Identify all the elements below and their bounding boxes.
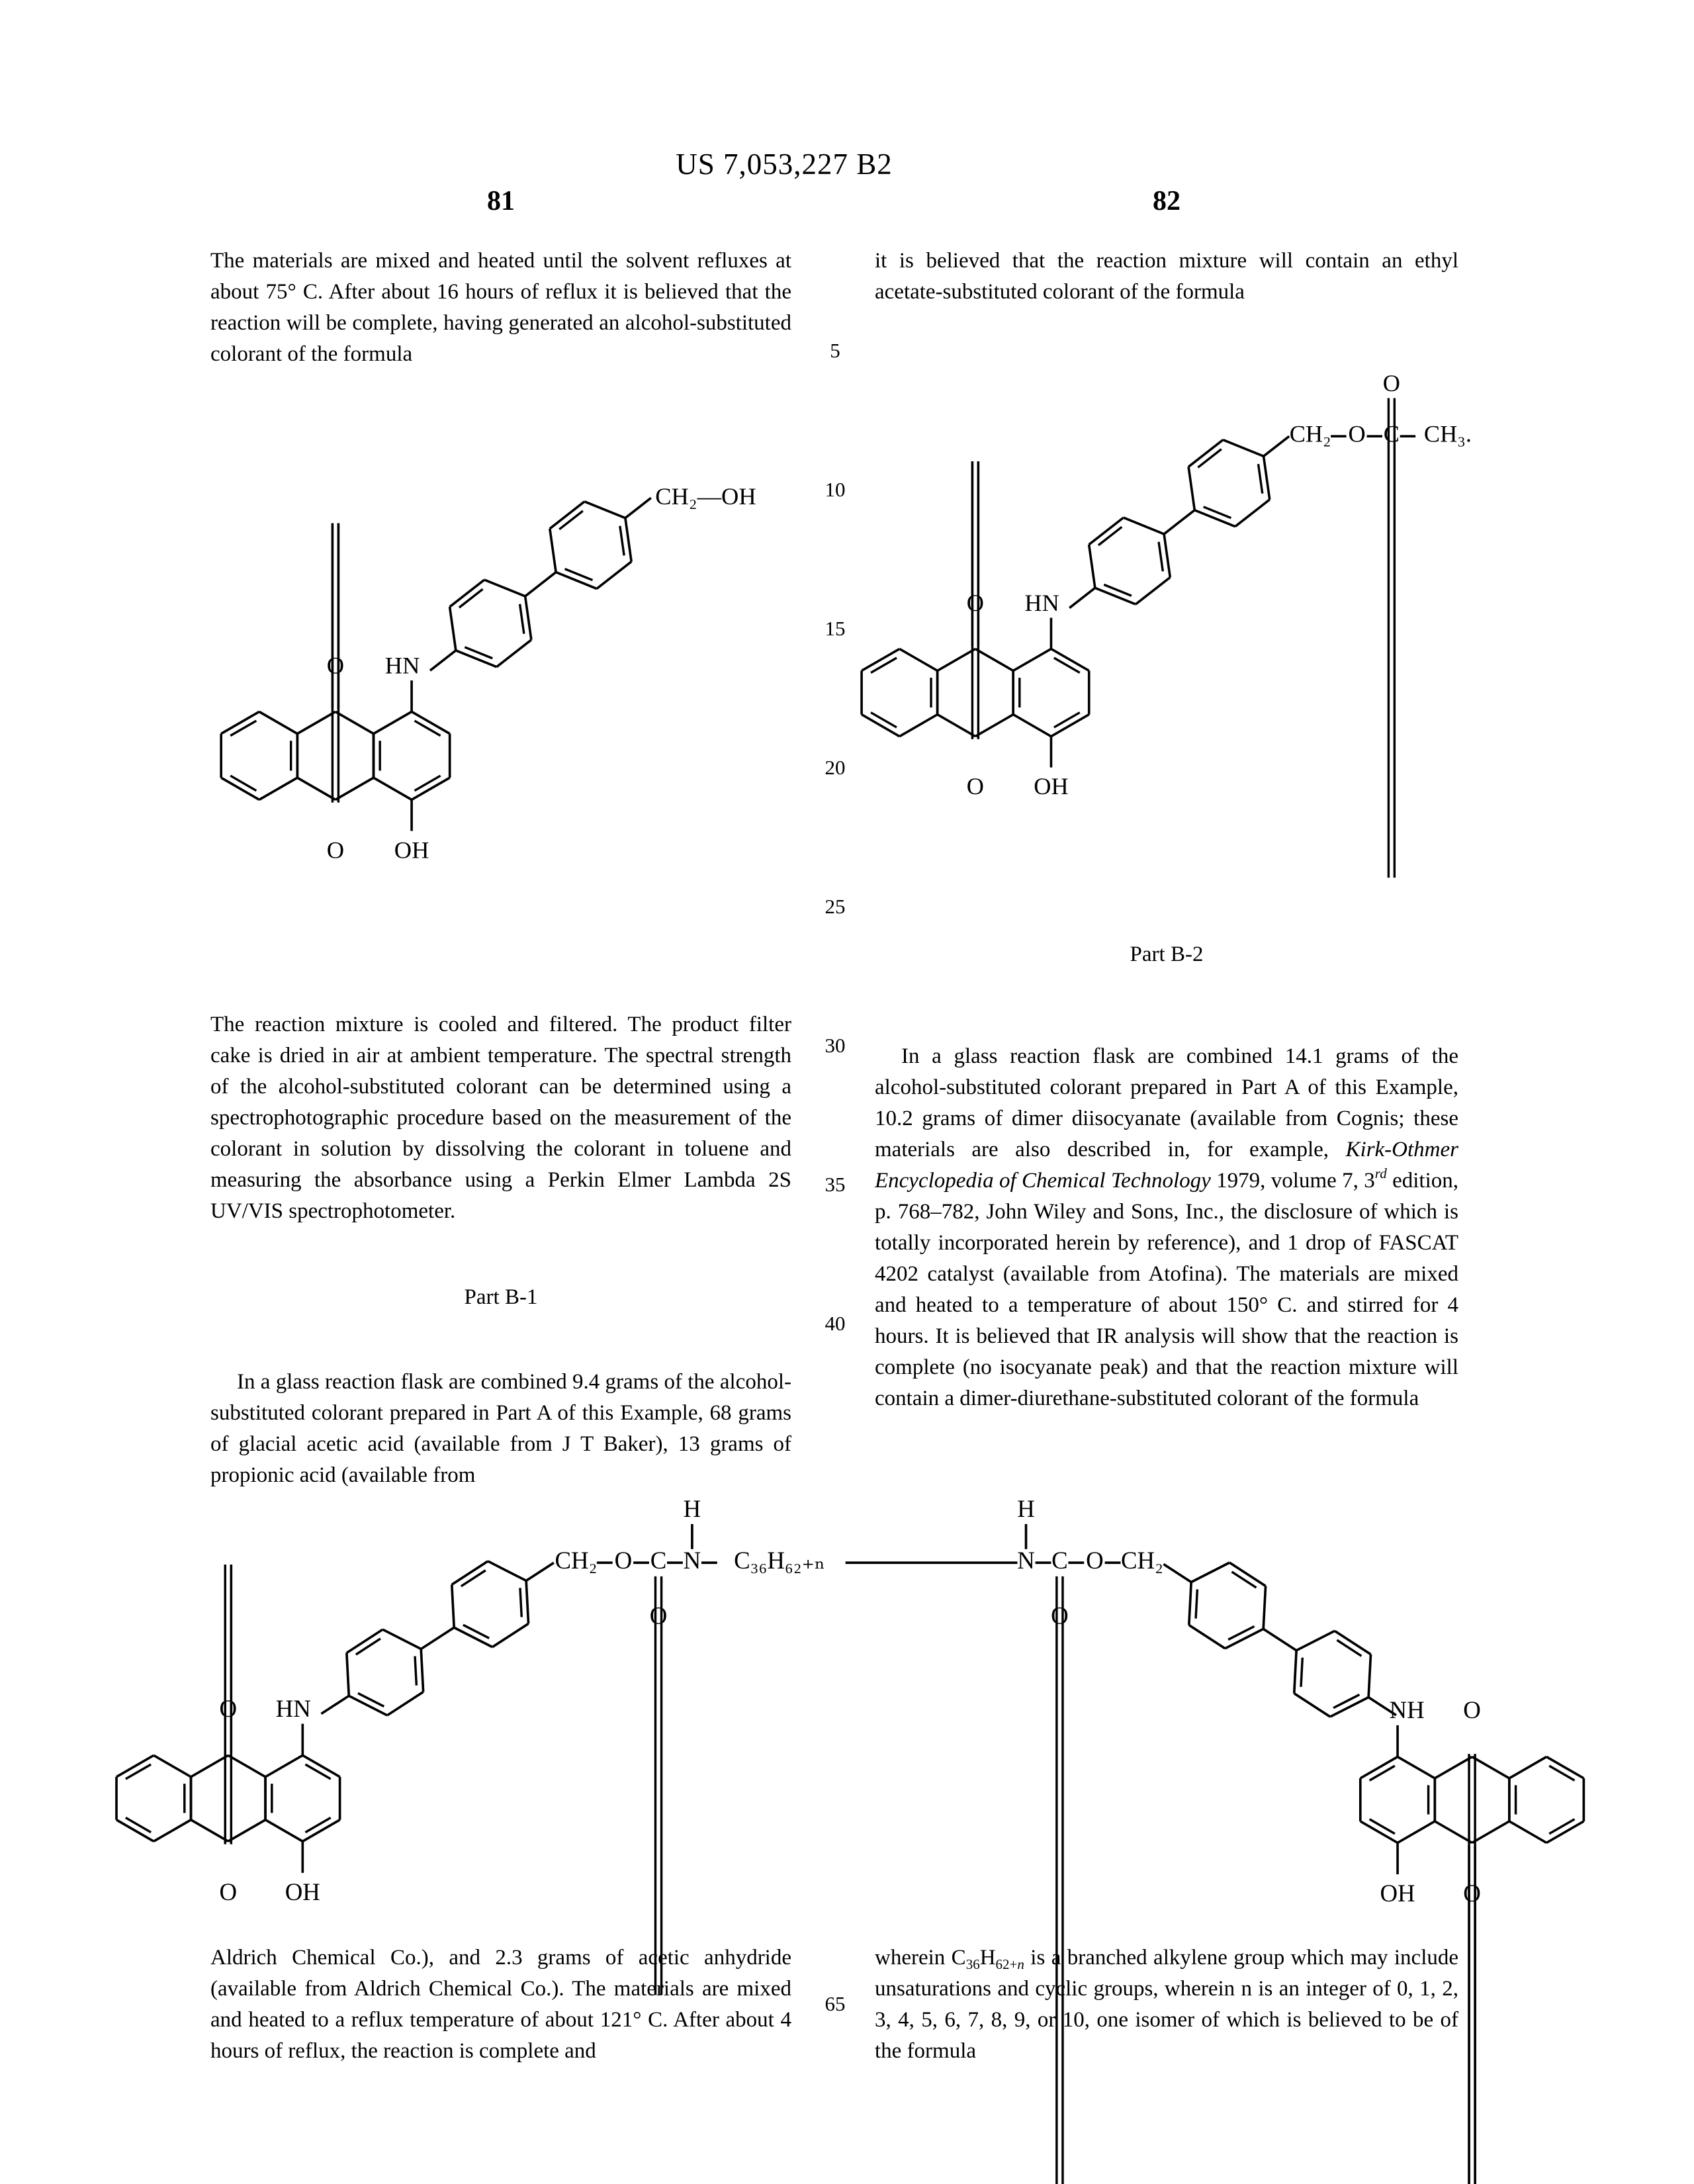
bond-line [1188,467,1194,510]
ordinal-superscript [1375,1165,1387,1181]
bond-line [382,1629,421,1649]
bond-line [459,589,483,608]
bond-line [1124,518,1164,534]
bond-line [230,721,256,736]
paragraph-text-segment: In a glass reaction flask are combined 14.1 grams of the alcohol-substituted colorant prepared in Part A of this Example, 10.2 grams of dimer diisocyanate (available from Cognis; these materials are also described in, for example, [875,1044,1458,1161]
bond-line [899,649,937,670]
ester-carbonyl-oxygen-label: O [1382,369,1400,396]
fig2-amine-label: HN [1024,589,1059,616]
right-col-paragraph-1: it is believed that the reaction mixture will contain an ethyl acetate-substituted colorant of the formula [875,249,1458,304]
chain-oxygen-label: O [1348,420,1366,447]
left-col-paragraph-4: Aldrich Chemical Co.), and 2.3 grams of acetic anhydride (available from Aldrich Chemical Co.). The materials are mixed and heated to a reflux temperature of about 121° C. After about 4 hours of reflux, the reaction is complete and [210,1946,791,2063]
bond-line [1398,1756,1435,1778]
bond-line [1235,500,1270,527]
bond-line [1296,1631,1335,1650]
alkylene-core-label: C₃₆H₆₂₊ₙ [734,1546,825,1574]
chain-carbon-right-label: C [1051,1546,1068,1574]
bond-line [1263,1586,1265,1629]
fig2-carbonyl-oxygen-top-label: O [966,589,985,616]
bond-line [525,572,556,596]
part-b2-heading: Part B-2 [1130,942,1204,966]
line-number-15: 15 [825,617,846,640]
chain-ch2-left-label: CH₂ [555,1546,598,1574]
chain-nitrogen-right-label: N [1017,1546,1035,1574]
line-number-25: 25 [825,895,846,918]
bond-line [452,1584,454,1627]
figure-1-alcohol-colorant-structure [213,463,781,875]
left-column-number: 81 [487,186,515,216]
bond-line [1301,1658,1302,1687]
bond-line [1054,713,1080,727]
chain-carbon-label: C [1383,420,1400,447]
right-column-number: 82 [1153,186,1181,216]
bond-line [1398,1821,1435,1843]
bond-line [1191,1563,1229,1582]
right-col-paragraph-3 [875,1942,1458,2067]
fig1-hydroxy-label: OH [394,837,429,864]
bond-line [625,518,631,562]
bond-line [1189,1625,1225,1648]
bond-line [975,715,1013,737]
figure-1-drawing [213,463,781,875]
urethane-oxygen-right-label: O [1051,1602,1069,1629]
bond-line [191,1755,228,1776]
bond-line [1069,588,1095,608]
bond-line [335,778,374,799]
line-number-20: 20 [825,756,846,779]
figure-2-acetate-colorant-structure [854,369,1489,801]
bond-line [938,649,975,670]
bond-line [871,658,897,672]
chain-ch3-label: CH₃. [1423,420,1472,447]
fig2-carbonyl-oxygen-bottom-label: O [966,773,985,800]
bond-line [414,721,440,736]
right-col-paragraph-2 [875,1041,1458,1414]
bond-line [492,1623,528,1647]
bond-line [230,776,256,791]
bond-line [559,511,583,529]
bond-line [1294,1651,1296,1694]
figure-3-drawing [108,1493,1587,1911]
bond-line [1163,1564,1191,1582]
bond-line [1509,1756,1546,1778]
bond-line [305,1818,330,1833]
bond-line [1198,449,1221,468]
fig3-left-hydroxy-label: OH [285,1878,320,1906]
bond-line [347,1653,349,1696]
bond-line [321,1696,349,1713]
urethane-h-left-label: H [683,1494,701,1522]
fig3-right-amine-label: NH [1389,1696,1425,1724]
bond-line [305,1764,330,1779]
bond-line [154,1755,191,1776]
bond-line [625,498,651,518]
bond-line [265,1755,302,1776]
figure-3-dimer-diurethane-colorant-structure [108,1493,1587,1911]
fig3-left-amine-label: HN [275,1694,311,1722]
bond-line [1337,1640,1361,1656]
bond-line [899,715,937,737]
paragraph-text-segment: is a branched alkylene group which may include unsaturations and cyclic groups, wherein n is an integer of 0, 1, 2, 3, 4, 5, 6, 7, 8, 9, or 10, one isomer of which is believed to be of the formula [875,1946,1459,2063]
bond-line [938,715,975,737]
bond-line [414,776,440,791]
bond-line [1228,1626,1254,1639]
bond-line [358,1693,384,1706]
urethane-h-right-label: H [1017,1494,1035,1522]
bond-line [374,778,412,799]
bond-line [526,1580,528,1623]
chain-nitrogen-left-label: N [683,1546,701,1574]
bond-line [1370,1819,1395,1834]
paragraph-text-segment: H [979,1946,996,1970]
chain-oxygen-right-label: O [1086,1546,1104,1574]
left-col-paragraph-2: The reaction mixture is cooled and filtered. The product filter cake is dried in air at ambient temperature. The spectral strength of the alcohol-substituted colorant can be determined using a spectrophotographic procedure based on the measurement of the colorant in solution by dissolving the colorant in toluene and measuring the absorbance using a Perkin Elmer Lambda 2S UV/VIS spectrophotometer. [210,1013,791,1223]
bond-line [1435,1756,1472,1778]
bond-line [1370,1766,1395,1780]
bond-line [620,526,624,556]
chain-ch2-label: CH₂ [1289,420,1331,447]
bond-line [520,604,524,634]
patent-number-header: US 7,053,227 B2 [676,148,893,181]
fig1-carbonyl-oxygen-top-label: O [326,652,345,679]
formula-subscript-n [1017,1956,1024,1972]
italic-citation-text: Kirk-Othmer Encyclopedia of Chemical Technology [875,1138,1458,1193]
benzylic-alcohol-label: CH₂—OH [655,483,756,510]
bond-line [126,1818,151,1833]
bond-line [871,713,897,727]
bond-line [415,1657,416,1686]
bond-line [1549,1819,1574,1834]
bond-line [1231,1572,1256,1588]
bond-line [387,1692,423,1715]
bond-line [297,778,335,799]
bond-line [1472,1756,1509,1778]
bond-line [488,1561,526,1580]
bond-line [421,1627,454,1649]
bond-line [463,1625,489,1638]
bond-line [550,529,556,572]
bond-line [1196,1589,1197,1618]
bond-line [525,596,531,640]
bond-line [1435,1821,1472,1843]
line-number-35: 35 [825,1173,846,1196]
bond-line [1013,649,1051,670]
fig3-right-carbonyl-oxygen-bottom-label: O [1463,1880,1481,1907]
fig3-right-hydroxy-label: OH [1380,1880,1415,1907]
bond-line [450,607,456,651]
bond-line [297,711,335,733]
bond-line [1264,436,1290,456]
bond-line [1136,577,1170,604]
fig2-hydroxy-label: OH [1034,773,1069,800]
bond-line [356,1639,380,1655]
bond-line [1164,534,1170,577]
bond-line [1472,1821,1509,1843]
bond-line [259,778,298,799]
part-b1-heading: Part B-1 [464,1285,538,1309]
bond-line [1164,510,1194,534]
bond-line [1159,542,1163,572]
bond-line [126,1764,151,1779]
bond-line [335,711,374,733]
bond-line [228,1820,265,1841]
line-number-30: 30 [825,1034,846,1057]
bond-line [1189,1582,1191,1625]
paragraph-text-segment: wherein C [875,1946,966,1970]
chain-ch2-right-label: CH₂ [1120,1546,1163,1574]
bond-line [975,649,1013,670]
bond-line [430,651,456,670]
fig3-right-carbonyl-oxygen-top-label: O [1463,1696,1481,1724]
bond-line [1549,1766,1574,1780]
bond-line [584,502,625,518]
line-number-40: 40 [825,1312,846,1335]
urethane-oxygen-left-label: O [649,1602,668,1629]
bond-line [461,1570,486,1586]
formula-subscript: 36 [965,1956,980,1972]
bond-line [1263,1629,1296,1650]
chain-carbon-left-label: C [650,1546,667,1574]
bond-line [1259,464,1263,494]
fig3-left-carbonyl-oxygen-bottom-label: O [219,1878,238,1906]
bond-line [1054,658,1080,672]
bond-line [484,580,525,596]
line-number-5: 5 [830,339,840,362]
paragraph-text-segment: 1979, volume 7, 3 [1210,1169,1375,1193]
bond-line [1333,1695,1359,1708]
bond-line [265,1820,302,1841]
formula-subscript-n-text: n [1017,1956,1024,1972]
paragraph-text-segment: edition, p. 768–782, John Wiley and Sons, Inc., the disclosure of which is totally incorporated herein by reference), and 1 drop of FASCAT 4202 catalyst (available from Atofina). The materials are mixed and heated to a temperature of about 150° C. and stirred for 4 hours. It is believed that IR analysis will show that the reaction is complete (no isocyanate peak) and that the reaction mixture will contain a dimer-diurethane-substituted colorant of the formula [875,1169,1458,1410]
bond-line [1509,1821,1546,1843]
line-number-10: 10 [825,478,846,501]
bond-line [259,711,298,733]
formula-subscript: 62+ [995,1956,1018,1972]
fig3-left-carbonyl-oxygen-top-label: O [219,1694,238,1722]
bond-line [154,1820,191,1841]
bond-line [520,1588,521,1617]
bond-line [1294,1694,1330,1717]
line-number-65: 65 [825,1992,846,2015]
ordinal-superscript-text: rd [1374,1165,1387,1181]
bond-line [1264,456,1270,499]
bond-line [526,1563,554,1580]
bond-line [597,562,631,589]
left-col-paragraph-1: The materials are mixed and heated until the solvent refluxes at about 75° C. After about 16 hours of reflux it is believed that the reaction will be complete, having generated an alcohol-substituted colorant of the formula [210,249,791,366]
bond-line [191,1820,228,1841]
bond-line [421,1649,423,1692]
fig1-amine-label: HN [384,652,420,679]
bond-line [1013,715,1051,737]
bond-line [1098,527,1122,545]
bond-line [497,640,531,667]
left-col-paragraph-3: In a glass reaction flask are combined 9.4 grams of the alcohol-substituted colorant prepared in Part A of this Example, 68 grams of glacial acetic acid (available from J T Baker), 13 grams of propionic acid (available from [210,1370,791,1487]
figure-2-drawing [854,369,1489,801]
bond-line [1368,1655,1370,1698]
bond-line [1223,440,1263,457]
fig1-carbonyl-oxygen-bottom-label: O [326,837,345,864]
bond-line [1089,545,1095,588]
chain-oxygen-left-label: O [614,1546,633,1574]
bond-line [374,711,412,733]
bond-line [228,1755,265,1776]
